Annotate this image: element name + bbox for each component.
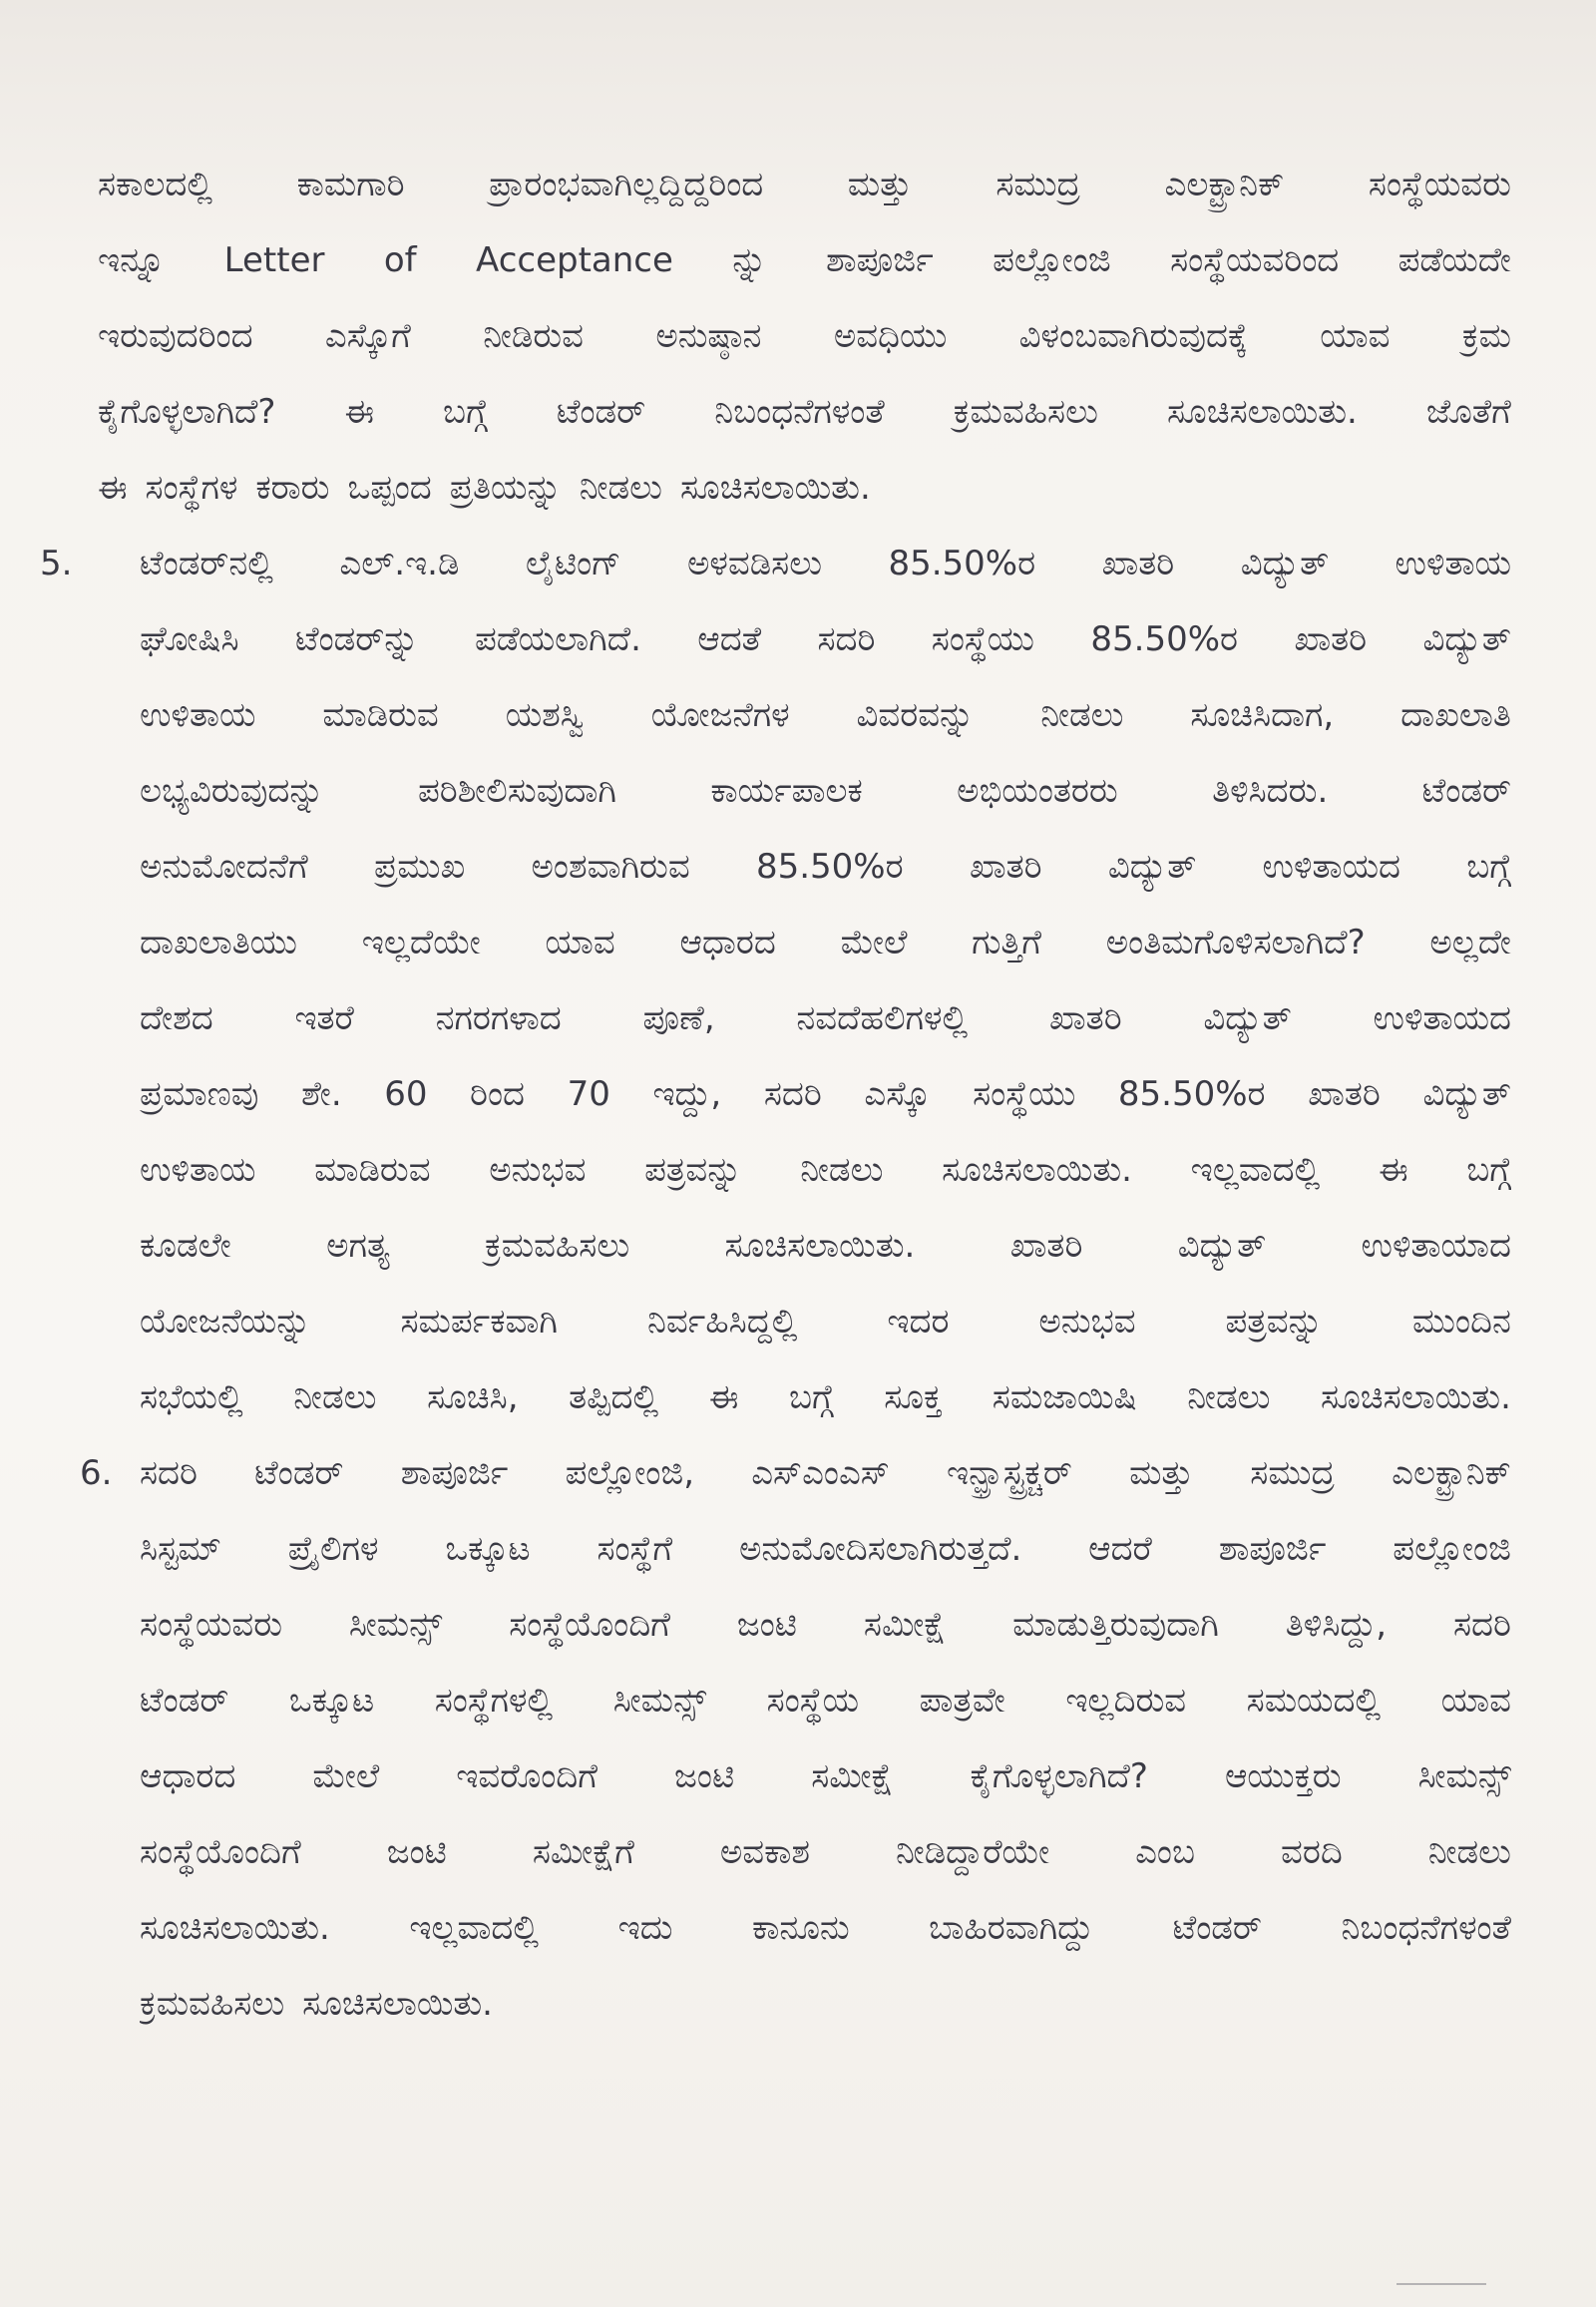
word: ಸಂಸ್ಥೆಯವರಿಂದ <box>1170 243 1340 280</box>
text-line <box>140 1911 1511 1987</box>
word: ಈ <box>98 471 128 508</box>
word: of <box>383 243 417 280</box>
word: ಲಭ್ಯವಿರುವುದನ್ನು <box>140 774 324 811</box>
text-line <box>140 1835 1511 1911</box>
word: ಇವರೊಂದಿಗೆ <box>456 1759 598 1796</box>
page-footer-mark <box>1396 2283 1486 2297</box>
word: ಟೆಂಡರ್ <box>556 395 646 432</box>
word: ಅನುಭವ <box>1038 1305 1136 1342</box>
text-line <box>140 1759 1511 1835</box>
word: ಯಾವ <box>1440 1684 1511 1721</box>
word: ಜಂಟಿ <box>674 1759 735 1796</box>
word: ಖಾತರಿ <box>1294 622 1368 659</box>
word: ಶಾಪೂರ್ಜಿ <box>400 1456 509 1493</box>
word: 85.50%ರ <box>1117 1077 1266 1114</box>
word: ಶಾಪೂರ್ಜಿ <box>1218 1532 1327 1569</box>
word: ನೀಡಲು <box>1040 698 1124 735</box>
word: ಲೈಟಿಂಗ್ <box>525 547 621 583</box>
word: ಕ್ರಮ <box>1461 319 1511 356</box>
word: ಅವಕಾಶ <box>719 1835 811 1872</box>
word: ಪ್ರತಿಯನ್ನು <box>449 471 562 508</box>
word: ಎಸ್ಕೊಗೆ <box>324 319 411 356</box>
word: ರಿಂದ <box>470 1077 526 1114</box>
word: ಇದರ <box>887 1305 950 1342</box>
word: ಪ್ರಾರಂಭವಾಗಿಲ್ಲದ್ದಿದ್ದರಿಂದ <box>489 168 764 204</box>
word: ಅಂಶವಾಗಿರುವ <box>531 850 690 887</box>
text-line <box>140 774 1511 850</box>
word: ಸೂಚಿಸಲಾಯಿತು. <box>942 1153 1132 1190</box>
word: ಸಮರ್ಪಕವಾಗಿ <box>400 1305 558 1342</box>
word: ಕಾರ್ಯಪಾಲಕ <box>710 774 863 811</box>
word: ಉಳಿತಾಯ <box>1395 547 1511 583</box>
word: ಪೂಣೆ, <box>642 1001 715 1038</box>
word: 85.50%ರ <box>888 547 1036 583</box>
word: ಸೂಚಿಸಲಾಯಿತು. <box>140 1911 330 1948</box>
word: ನ್ನು <box>732 243 767 280</box>
word: ಎಸ್ಕೊ <box>864 1077 931 1114</box>
word: ಆದರೆ <box>1088 1532 1152 1569</box>
text-line <box>140 850 1511 926</box>
word: ಮಾಡಿರುವ <box>314 1153 431 1190</box>
text-line <box>98 319 1511 395</box>
word: ಮತ್ತು <box>1129 1456 1194 1493</box>
word: ವಿದ್ಯುತ್ <box>1240 547 1330 583</box>
word: ಖಾತರಿ <box>1048 1001 1122 1038</box>
word: ದಾಖಲಾತಿಯು <box>140 926 297 962</box>
text-line <box>140 1532 1511 1608</box>
word: ಪಡೆಯಲಾಗಿದೆ. <box>474 622 641 659</box>
word: ಅಳವಡಿಸಲು <box>687 547 823 583</box>
word: ಇನ್ನೂ <box>98 243 166 280</box>
word: ಇಲ್ಲದೆಯೇ <box>361 926 481 962</box>
word: ಕ್ರಮವಹಿಸಲು <box>140 1987 285 2024</box>
text-line <box>140 1153 1511 1229</box>
word: ತಪ್ಪಿದಲ್ಲಿ <box>569 1380 659 1417</box>
text-line <box>140 1305 1511 1380</box>
word: 60 <box>384 1077 428 1114</box>
word: ಪಲ್ಲೋಂಜಿ <box>1393 1532 1511 1569</box>
word: ಸೂಚಿಸಿ, <box>427 1380 519 1417</box>
word: ಪ್ರಮಾಣವು <box>140 1077 259 1114</box>
word: ಬಾಹಿರವಾಗಿದ್ದು <box>929 1911 1094 1948</box>
text-line <box>140 1684 1511 1759</box>
paragraph-continuation <box>85 168 1511 547</box>
word: ಆಯುಕ್ತರು <box>1224 1759 1342 1796</box>
text-line <box>140 1456 1511 1532</box>
text-line <box>140 698 1511 774</box>
word: ಅನುಮೋದಿಸಲಾಗಿರುತ್ತದೆ. <box>739 1532 1022 1569</box>
word: ವಿದ್ಯುತ್ <box>1203 1001 1292 1038</box>
word: ಅನುಮೋದನೆಗೆ <box>140 850 308 887</box>
word: ಅಲ್ಲದೇ <box>1429 926 1511 962</box>
word: ಎಲಕ್ಟ್ರಾನಿಕ್ <box>1164 168 1285 204</box>
word: ಇಲ್ಲವಾದಲ್ಲಿ <box>409 1911 540 1948</box>
word: ಜಂಟಿ <box>736 1608 797 1645</box>
text-line <box>140 1001 1511 1077</box>
word: ಇದ್ದು, <box>652 1077 722 1114</box>
word: ಒಕ್ಕೂಟ <box>445 1532 531 1569</box>
word: ಸದರಿ <box>817 622 876 659</box>
word: ಆಧಾರದ <box>140 1759 236 1796</box>
word: ಖಾತರಿ <box>969 850 1042 887</box>
word: ವಿಳಂಬವಾಗಿರುವುದಕ್ಕೆ <box>1018 319 1248 356</box>
word: ಉಳಿತಾಯದ <box>1262 850 1400 887</box>
text-line <box>140 1987 1511 2063</box>
word: ಸಂಸ್ಥೆಯವರು <box>1368 168 1511 204</box>
word: ವಿದ್ಯುತ್ <box>1422 1077 1511 1114</box>
word: ಉಳಿತಾಯಾದ <box>1361 1229 1511 1266</box>
word: ಪಲ್ಲೋಂಜಿ, <box>565 1456 695 1493</box>
word: ಅಭಿಯಂತರರು <box>957 774 1118 811</box>
word: 85.50%ರ <box>755 850 904 887</box>
word: ಗುತ್ತಿಗೆ <box>972 926 1042 962</box>
word: ನೀಡಲು <box>800 1153 884 1190</box>
word: ಜಂಟಿ <box>386 1835 447 1872</box>
word: ಅವಧಿಯು <box>833 319 948 356</box>
word: ಸೀಮನ್ಸ್ <box>612 1684 707 1721</box>
word: ಮತ್ತು <box>847 168 912 204</box>
word: ಸಿಸ್ಟಮ್ <box>140 1532 221 1569</box>
word: ಇನ್ಫ್ರಾಸ್ಟ್ರಕ್ಚರ್ <box>947 1456 1072 1493</box>
word: ಇಲ್ಲದಿರುವ <box>1065 1684 1187 1721</box>
word: ಈ <box>1379 1153 1408 1190</box>
word: ಪಾತ್ರವೇ <box>919 1684 1005 1721</box>
word: ದೇಶದ <box>140 1001 213 1038</box>
word: ಈ <box>708 1380 739 1417</box>
word: ಯೋಜನೆಯನ್ನು <box>140 1305 311 1342</box>
word: ಪಡೆಯದೇ <box>1397 243 1511 280</box>
word: ಟೆಂಡರ್ <box>1421 774 1511 811</box>
word: ಮೇಲೆ <box>312 1759 380 1796</box>
word: ಯಾವ <box>1320 319 1391 356</box>
word: ಸೀಮನ್ಸ್ <box>1417 1759 1511 1796</box>
word: ಸದರಿ <box>1452 1608 1511 1645</box>
word: ಪ್ರಮುಖ <box>374 850 466 887</box>
word: ಎಂಬ <box>1135 1835 1196 1872</box>
word: ಮುಂದಿನ <box>1411 1305 1511 1342</box>
word: ಟೆಂಡರ್ <box>254 1456 344 1493</box>
word: 70 <box>567 1077 610 1114</box>
word: ನೀಡಲು <box>293 1380 377 1417</box>
word: ಶೇ. <box>301 1077 342 1114</box>
word: ನಿಬಂಧನೆಗಳಂತೆ <box>1341 1911 1511 1948</box>
word: ಎಲಕ್ಟ್ರಾನಿಕ್ <box>1392 1456 1511 1493</box>
word: ನೀಡಿದ್ದಾರೆಯೇ <box>896 1835 1050 1872</box>
word: ಅಗತ್ಯ <box>326 1229 390 1266</box>
word: ಬಗ್ಗೆ <box>1466 1153 1511 1190</box>
word: ಟೆಂಡರ್‌ನ್ನು <box>294 622 419 659</box>
word: ಟೆಂಡರ್ <box>140 1684 229 1721</box>
item-number: 5. <box>40 544 73 583</box>
word: ಸಂಸ್ಥೆಯೊಂದಿಗೆ <box>509 1608 670 1645</box>
word: ಕೂಡಲೇ <box>140 1229 231 1266</box>
word: ಪ್ರೈಲಿಗಳ <box>287 1532 379 1569</box>
word: ಸಭೆಯಲ್ಲಿ <box>140 1380 243 1417</box>
paragraph-item-5 <box>40 544 1511 1456</box>
word: ವಿದ್ಯುತ್ <box>1422 622 1511 659</box>
word: ಎಲ್.ಇ.ಡಿ <box>339 547 460 583</box>
word: ಸಮೀಕ್ಷೆಗೆ <box>532 1835 634 1872</box>
word: ಸಂಸ್ಥೆಯು <box>931 622 1034 659</box>
word: ಸೂಚಿಸಿದಾಗ, <box>1190 698 1335 735</box>
paragraph-item-6 <box>80 1453 1511 2063</box>
word: ಖಾತರಿ <box>1308 1077 1381 1114</box>
word: ಬಗ್ಗೆ <box>443 395 488 432</box>
word: ಮಾಡಿರುವ <box>322 698 439 735</box>
word: ತಿಳಿಸಿದರು. <box>1212 774 1329 811</box>
word: ಅಂತಿಮಗೊಳಿಸಲಾಗಿದೆ? <box>1105 926 1366 962</box>
text-line <box>140 1608 1511 1684</box>
word: ವಿವರವನ್ನು <box>856 698 975 735</box>
word: ಸೂಚಿಸಲಾಯಿತು. <box>724 1229 916 1266</box>
word: ಪಲ್ಲೋಂಜಿ <box>993 243 1111 280</box>
word: ಕ್ರಮವಹಿಸಲು <box>953 395 1098 432</box>
word: ಪತ್ರವನ್ನು <box>1225 1305 1323 1342</box>
word: ದಾಖಲಾತಿ <box>1400 698 1511 735</box>
word: ತಿಳಿಸಿದ್ದು, <box>1285 1608 1388 1645</box>
word: ಸಂಸ್ಥೆಯೊಂದಿಗೆ <box>140 1835 301 1872</box>
word: ಸೂಕ್ತ <box>884 1380 943 1417</box>
word: ಸಮೀಕ್ಷೆ <box>811 1759 894 1796</box>
word: ಉಳಿತಾಯ <box>140 698 256 735</box>
text-line <box>98 168 1511 243</box>
word: ಪರಿಶೀಲಿಸುವುದಾಗಿ <box>418 774 616 811</box>
word: ಕರಾರು <box>255 471 330 508</box>
word: Acceptance <box>476 243 673 280</box>
item-number: 6. <box>80 1453 113 1493</box>
word: ಇರುವುದರಿಂದ <box>98 319 253 356</box>
word: ಈ <box>344 395 374 432</box>
word: ಸಂಸ್ಥೆಯು <box>973 1077 1076 1114</box>
word: ಮಾಡುತ್ತಿರುವುದಾಗಿ <box>1012 1608 1219 1645</box>
word: ನೀಡಲು <box>1427 1835 1511 1872</box>
word: ವಿದ್ಯುತ್ <box>1107 850 1197 887</box>
word: ಸೂಚಿಸಲಾಯಿತು. <box>1321 1380 1511 1417</box>
word: ಸಂಸ್ಥೆಗಳ <box>145 471 238 508</box>
word: ಉಳಿತಾಯದ <box>1373 1001 1511 1038</box>
word: ನಿರ್ವಹಿಸಿದ್ದಲ್ಲಿ <box>646 1305 798 1342</box>
word: Letter <box>223 243 325 280</box>
word: ಸೂಚಿಸಲಾಯಿತು. <box>302 1987 493 2024</box>
word: ಒಪ್ಪಂದ <box>347 471 432 508</box>
word: ವರದಿ <box>1281 1835 1343 1872</box>
word: ಯಶಸ್ವಿ <box>505 698 585 735</box>
word: ಉಳಿತಾಯ <box>140 1153 256 1190</box>
word: ಖಾತರಿ <box>1009 1229 1083 1266</box>
text-line <box>98 471 1511 547</box>
word: ಮೇಲೆ <box>840 926 908 962</box>
word: ಸಮುದ್ರ <box>996 168 1081 204</box>
word: ಸೂಚಿಸಲಾಯಿತು. <box>679 471 871 508</box>
word: ಸಂಸ್ಥೆಯ <box>766 1684 860 1721</box>
word: ಒಕ್ಕೂಟ <box>288 1684 375 1721</box>
word: ನೀಡಲು <box>579 471 662 508</box>
word: ಸಮಜಾಯಿಷಿ <box>992 1380 1137 1417</box>
word: ನಗರಗಳಾದ <box>435 1001 562 1038</box>
word: ಘೋಷಿಸಿ <box>140 622 239 659</box>
document-body <box>40 168 1511 2063</box>
word: ನವದೆಹಲಿಗಳಲ್ಲಿ <box>796 1001 969 1038</box>
word: ಆಧಾರದ <box>679 926 776 962</box>
word: ನೀಡಲು <box>1187 1380 1271 1417</box>
word: ಶಾಪೂರ್ಜಿ <box>825 243 934 280</box>
text-line <box>98 243 1511 319</box>
word: ಟೆಂಡರ್ <box>1172 1911 1262 1948</box>
word: ಅನುಷ್ಠಾನ <box>655 319 762 356</box>
word: ಸಮುದ್ರ <box>1250 1456 1335 1493</box>
word: ಅನುಭವ <box>489 1153 587 1190</box>
word: ಸಕಾಲದಲ್ಲಿ <box>98 168 213 204</box>
word: ಯಾವ <box>545 926 615 962</box>
word: ಜೊತೆಗೆ <box>1425 395 1511 432</box>
text-line <box>140 622 1511 698</box>
word: ಕಾನೂನು <box>752 1911 850 1948</box>
word: ಸದರಿ <box>140 1456 198 1493</box>
word: ಸೂಚಿಸಲಾಯಿತು. <box>1166 395 1358 432</box>
word: ಯೋಜನೆಗಳ <box>650 698 790 735</box>
word: ಸಂಸ್ಥೆಗಳಲ್ಲಿ <box>434 1684 554 1721</box>
text-line <box>140 1229 1511 1305</box>
word: ಕ್ರಮವಹಿಸಲು <box>485 1229 630 1266</box>
word: ಸಂಸ್ಥೆಯವರು <box>140 1608 283 1645</box>
word: ಖಾತರಿ <box>1101 547 1175 583</box>
word: ಬಗ್ಗೆ <box>1466 850 1511 887</box>
word: 85.50%ರ <box>1090 622 1239 659</box>
word: ಆದತೆ <box>697 622 762 659</box>
word: ಸಮಯದಲ್ಲಿ <box>1246 1684 1382 1721</box>
word: ವಿದ್ಯುತ್ <box>1177 1229 1267 1266</box>
text-line <box>140 926 1511 1001</box>
text-line <box>140 1380 1511 1456</box>
word: ಇತರೆ <box>294 1001 354 1038</box>
word: ಪತ್ರವನ್ನು <box>644 1153 742 1190</box>
word: ಇಲ್ಲವಾದಲ್ಲಿ <box>1190 1153 1321 1190</box>
word: ನಿಬಂಧನೆಗಳಂತೆ <box>714 395 885 432</box>
word: ಸದರಿ <box>763 1077 822 1114</box>
word: ನೀಡಿರುವ <box>483 319 584 356</box>
text-line <box>140 1077 1511 1153</box>
word: ಎಸ್‌ಎಂಎಸ್ <box>751 1456 890 1493</box>
word: ಟೆಂಡರ್‌ನಲ್ಲಿ <box>140 547 273 583</box>
word: ಬಗ್ಗೆ <box>788 1380 834 1417</box>
word: ಕೈಗೊಳ್ಳಲಾಗಿದೆ? <box>970 1759 1148 1796</box>
text-line <box>140 547 1511 622</box>
word: ಇದು <box>617 1911 673 1948</box>
word: ಸಮೀಕ್ಷೆ <box>863 1608 947 1645</box>
word: ಕಾಮಗಾರಿ <box>296 168 405 204</box>
word: ಸೀಮನ್ಸ್ <box>348 1608 443 1645</box>
text-line <box>98 395 1511 471</box>
word: ಸಂಸ್ಥೆಗೆ <box>597 1532 673 1569</box>
word: ಕೈಗೊಳ್ಳಲಾಗಿದೆ? <box>98 395 276 432</box>
